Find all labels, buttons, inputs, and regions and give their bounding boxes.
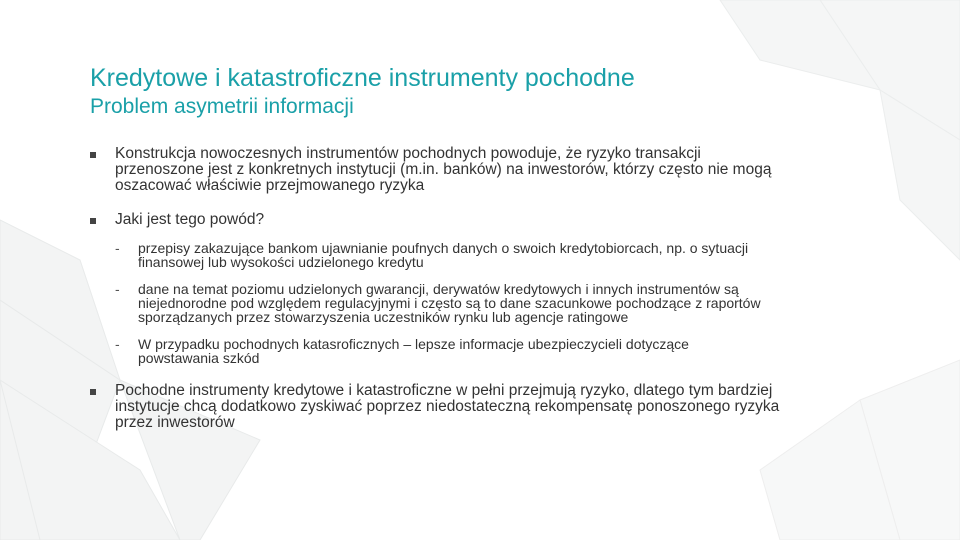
- sub-bullet-text: dane na temat poziomu udzielonych gwarancji, derywatów kredytowych i innych instrumentów są niejednorodne pod względem regulacyjnymi i często są to dane szacunkowe pochodzące z raportów sporządzanych przez stowarzyszenia uczestników rynku lub agencje ratingowe: [138, 281, 761, 325]
- bullet-text: Pochodne instrumenty kredytowe i katastroficzne w pełni przejmują ryzyko, dlatego tym bardziej instytucje chcą dodatkowo zyskiwać poprzez niedostateczną rekompensatę ponoszonego ryzyka przez inwestorów: [115, 382, 780, 431]
- sub-bullet-list: [90, 241, 780, 365]
- bullet-item: [90, 383, 780, 431]
- slide-title: Kredytowe i katastroficzne instrumenty pochodne: [90, 64, 635, 92]
- bullet-item: [90, 212, 780, 365]
- slide-body: [90, 146, 780, 449]
- square-bullet-icon: [90, 218, 96, 224]
- dash-bullet-icon: -: [115, 281, 120, 297]
- dash-bullet-icon: -: [115, 336, 120, 352]
- sub-bullet-item: [90, 241, 773, 269]
- bullet-text: Konstrukcja nowoczesnych instrumentów pochodnych powoduje, że ryzyko transakcji przenoszone jest z konkretnych instytucji (m.in. banków) na inwestorów, którzy często nie mogą oszacować właściwie przejmowanego ryzyka: [115, 145, 772, 194]
- square-bullet-icon: [90, 389, 96, 395]
- slide-subtitle: Problem asymetrii informacji: [90, 95, 354, 118]
- sub-bullet-item: [90, 282, 773, 324]
- sub-bullet-text: przepisy zakazujące bankom ujawnianie poufnych danych o swoich kredytobiorcach, np. o sytuacji finansowej lub wysokości udzielonego kredytu: [138, 240, 749, 270]
- bullet-text: Jaki jest tego powód?: [115, 211, 265, 228]
- sub-bullet-item: [90, 337, 773, 365]
- sub-bullet-text: W przypadku pochodnych katasroficznych – lepsze informacje ubezpieczycieli dotyczące powstawania szkód: [138, 336, 689, 366]
- square-bullet-icon: [90, 152, 96, 158]
- dash-bullet-icon: -: [115, 240, 120, 256]
- bullet-item: [90, 146, 780, 194]
